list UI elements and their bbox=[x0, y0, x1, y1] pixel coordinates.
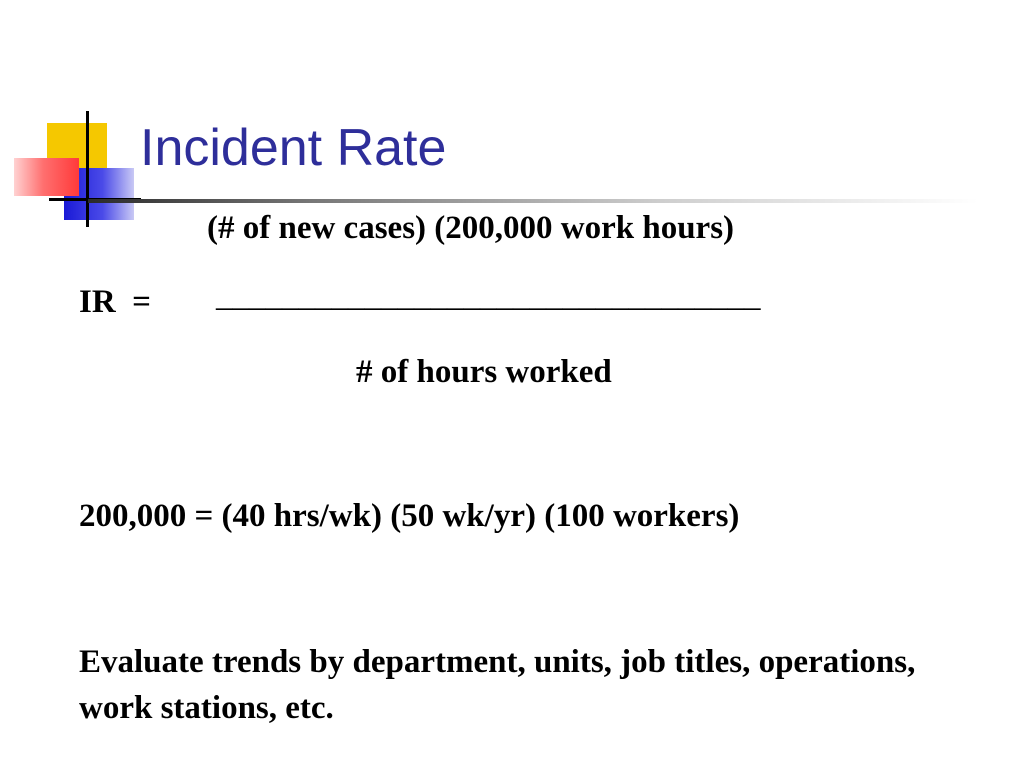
fraction-bar: _________________________________ bbox=[216, 278, 761, 314]
formula-label: IR = bbox=[79, 284, 151, 320]
slide-title: Incident Rate bbox=[140, 119, 447, 177]
title-underline bbox=[88, 199, 978, 203]
hours-definition: 200,000 = (40 hrs/wk) (50 wk/yr) (100 workers) bbox=[79, 498, 740, 534]
decorative-logo bbox=[0, 0, 160, 240]
formula-numerator: (# of new cases) (200,000 work hours) bbox=[207, 210, 735, 246]
evaluate-note: Evaluate trends by department, units, job titles, operations, work stations, etc. bbox=[79, 644, 916, 726]
red-square bbox=[14, 158, 79, 196]
logo-vertical-line bbox=[86, 111, 89, 227]
formula-denominator: # of hours worked bbox=[356, 354, 612, 390]
